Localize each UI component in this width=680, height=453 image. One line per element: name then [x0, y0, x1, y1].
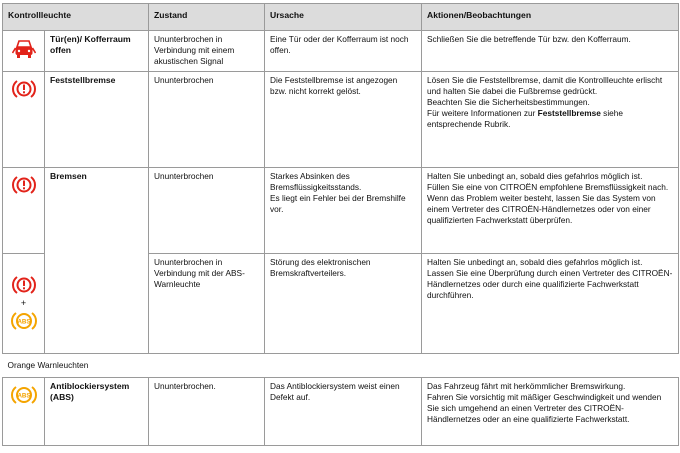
icon-cell: [3, 253, 45, 353]
brake-warning-icon: [12, 174, 36, 196]
aktion-cell: [422, 71, 679, 167]
icon-cell: [3, 71, 45, 167]
light-name-brakes: Bremsen: [45, 167, 149, 353]
brake-warning-icon: [12, 78, 36, 100]
icon-cell: [3, 377, 45, 445]
abs-icon: [11, 384, 37, 406]
aktion-text: Für weitere Informationen zur: [427, 108, 538, 119]
aktion-cell: Halten Sie unbedingt an, sobald dies gefahrlos möglich ist. Lassen Sie eine Überprüfung durch einen Vertreter des CITROËN-Händlernetzes oder durch eine qualifizierte Fachwerkstatt durchführen.: [422, 253, 679, 353]
svg-text:ABS: ABS: [16, 392, 31, 400]
light-name-door: Tür(en)/ Kofferraum offen: [45, 31, 149, 72]
aktion-text: siehe entsprechende Rubrik.: [427, 108, 623, 130]
light-name-abs: Antiblockiersystem (ABS): [45, 377, 149, 445]
svg-text:ABS: ABS: [16, 318, 31, 326]
header-ursache: Ursache: [265, 4, 422, 31]
header-aktionen: Aktionen/Beobachtungen: [422, 4, 679, 31]
brake-warning-icon: [12, 274, 36, 296]
aktion-bold-text: Feststellbremse: [537, 108, 601, 119]
aktion-cell: Schließen Sie die betreffende Tür bzw. den Kofferraum.: [422, 31, 679, 72]
zustand-cell: Ununterbrochen in Verbindung mit einem akustischen Signal: [149, 31, 265, 72]
table-row: [3, 377, 679, 445]
section-row: [3, 353, 679, 377]
table-row: [3, 167, 679, 253]
ursache-cell: Störung des elektronischen Bremskraftverteilers.: [265, 253, 422, 353]
aktion-cell: Halten Sie unbedingt an, sobald dies gefahrlos möglich ist. Füllen Sie eine von CITROËN empfohlene Bremsflüssigkeit nach. Wenn das Problem weiter besteht, lassen Sie das System von einem Vertreter des CITROËN-Händlernetzes oder von einer qualifizierten Fachwerkstatt überprüfen.: [422, 167, 679, 253]
header-kontrollleuchte: Kontrollleuchte: [3, 4, 149, 31]
zustand-cell: Ununterbrochen in Verbindung mit der ABS-Warnleuchte: [149, 253, 265, 353]
aktion-line: Lösen Sie die Feststellbremse, damit die Kontrollleuchte erlischt und halten Sie dabei die Fußbremse gedrückt.: [427, 74, 663, 96]
open-door-car-icon: [12, 38, 36, 64]
warning-lights-table-wrapper: [2, 3, 678, 446]
ursache-cell: Starkes Absinken des Bremsflüssigkeitsstands. Es liegt ein Fehler bei der Bremshilfe vor.: [265, 167, 422, 253]
icon-cell: [3, 167, 45, 253]
aktion-cell: Das Fahrzeug fährt mit herkömmlicher Bremswirkung. Fahren Sie vorsichtig mit mäßiger Geschwindigkeit und wenden Sie sich umgehend an einen Vertreter des CITROËN-Händlernetzes oder an eine qualifizierte Fachwerkstatt.: [422, 377, 679, 445]
zustand-cell: Ununterbrochen.: [149, 377, 265, 445]
aktion-line: Beachten Sie die Sicherheitsbestimmungen.: [427, 97, 590, 108]
icon-cell: [3, 31, 45, 72]
warning-lights-table: [2, 3, 679, 446]
header-zustand: Zustand: [149, 4, 265, 31]
zustand-cell: Ununterbrochen: [149, 71, 265, 167]
table-row: [3, 31, 679, 72]
table-header-row: [3, 4, 679, 31]
ursache-cell: Eine Tür oder der Kofferraum ist noch offen.: [265, 31, 422, 72]
ursache-cell: Die Feststellbremse ist angezogen bzw. nicht korrekt gelöst.: [265, 71, 422, 167]
plus-sign: +: [20, 298, 27, 309]
light-name-parking-brake: Feststellbremse: [45, 71, 149, 167]
ursache-cell: Das Antiblockiersystem weist einen Defekt auf.: [265, 377, 422, 445]
aktion-line: [427, 108, 673, 130]
abs-icon: [11, 310, 37, 332]
section-title: Orange Warnleuchten: [3, 353, 679, 377]
table-row: [3, 71, 679, 167]
zustand-cell: Ununterbrochen: [149, 167, 265, 253]
